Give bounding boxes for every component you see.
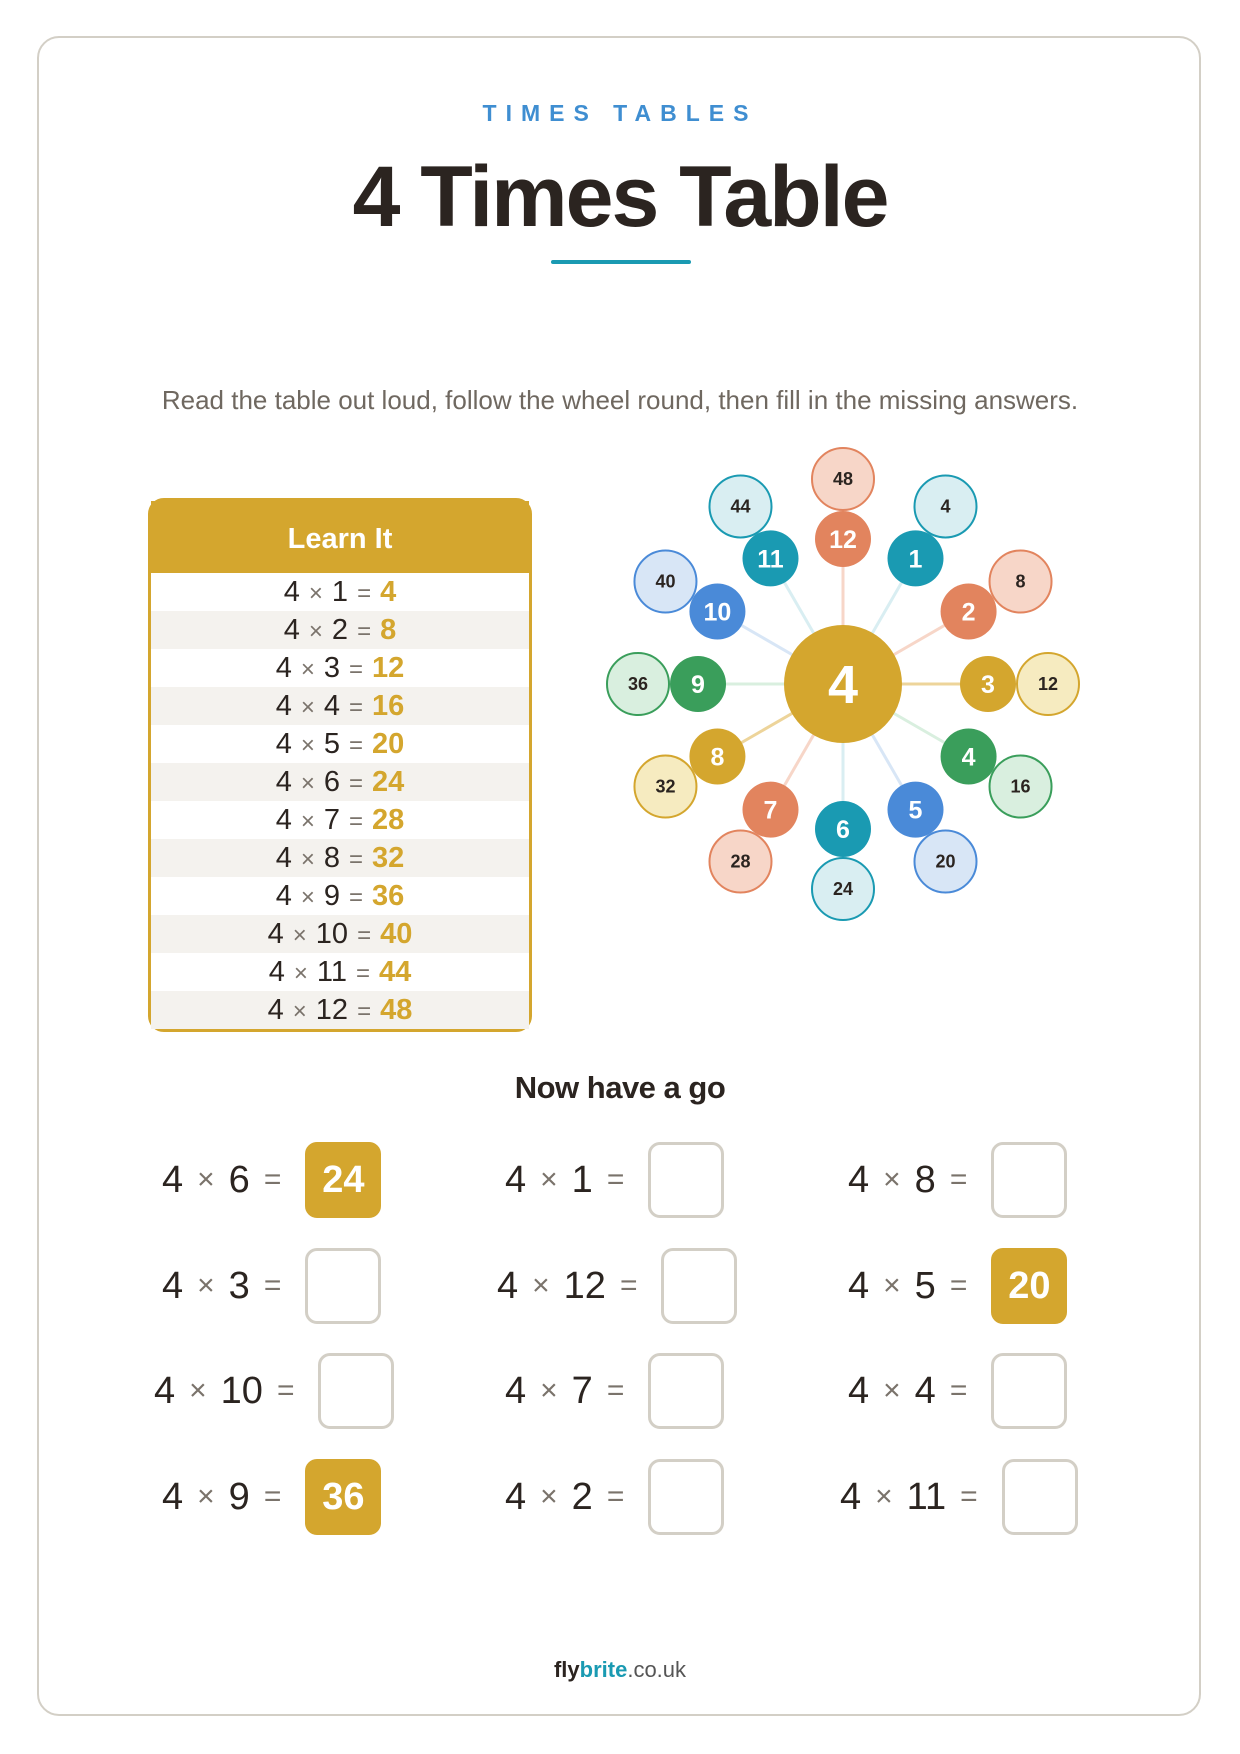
times-wheel: [590, 469, 1090, 1010]
question-equals-sign: =: [619, 1269, 638, 1302]
wheel-center-label: 4: [827, 655, 859, 715]
learn-row: [151, 611, 529, 649]
question-equals-sign: =: [949, 1163, 968, 1196]
title-underline: [551, 260, 691, 264]
question-multiplier: 4: [914, 1369, 936, 1412]
footer-brand-domain: .co.uk: [627, 1657, 687, 1682]
learn-it-heading: Learn It: [151, 501, 529, 573]
question-multiplicand: 4: [162, 1158, 184, 1201]
answer-box-filled: 24: [305, 1142, 381, 1218]
answer-box-filled: 20: [991, 1248, 1067, 1324]
page-title: 4 Times Table: [352, 149, 888, 245]
wheel-product-label: 44: [730, 496, 751, 517]
wheel-multiplier-label: 5: [908, 796, 923, 825]
question-times-sign: ×: [883, 1163, 901, 1196]
learn-row-equals-sign: =: [355, 960, 370, 987]
wheel-multiplier-label: 2: [961, 598, 976, 627]
learn-row-multiplier: 8: [323, 842, 340, 874]
footer-brand-brite: brite: [579, 1657, 628, 1682]
practice-heading: Now have a go: [514, 1070, 726, 1105]
question-equals-sign: =: [276, 1374, 295, 1407]
question-times-sign: ×: [540, 1374, 558, 1407]
practice-question: [154, 1352, 394, 1430]
learn-row-multiplier: 1: [331, 576, 349, 608]
question-equals-sign: =: [960, 1480, 978, 1513]
learn-row-equals-sign: =: [349, 808, 364, 835]
question-multiplicand: 4: [497, 1264, 519, 1307]
question-times-sign: ×: [197, 1480, 215, 1513]
learn-row-times-sign: ×: [293, 960, 308, 987]
practice-question: [162, 1141, 381, 1219]
wheel-group: [607, 448, 1079, 920]
wheel-multiplier-label: 12: [829, 526, 857, 554]
learn-row-equals-sign: =: [357, 922, 372, 949]
question-times-sign: ×: [883, 1374, 901, 1407]
learn-row-multiplier: 11: [316, 956, 347, 988]
learn-row-multiplicand: 4: [268, 956, 285, 988]
learn-row-times-sign: ×: [308, 618, 323, 645]
question-multiplier: 2: [571, 1475, 593, 1518]
learn-row-answer: 12: [372, 652, 405, 684]
learn-row-answer: 32: [372, 842, 405, 874]
learn-row-multiplier: 10: [315, 918, 349, 950]
question-times-sign: ×: [189, 1374, 207, 1407]
practice-question: [505, 1141, 724, 1219]
question-multiplicand: 4: [505, 1369, 527, 1412]
learn-row-times-sign: ×: [308, 580, 323, 607]
practice-question: [505, 1352, 724, 1430]
wheel-product-label: 12: [1037, 674, 1059, 694]
learn-row-answer: 40: [380, 918, 413, 950]
learn-row-equals-sign: =: [349, 732, 364, 759]
learn-row: [151, 687, 529, 725]
question-equals-sign: =: [949, 1269, 968, 1302]
question-multiplicand: 4: [154, 1369, 176, 1412]
learn-row-answer: 36: [372, 880, 405, 912]
learn-row: [151, 839, 529, 877]
question-multiplier: 1: [571, 1158, 593, 1201]
practice-question: [505, 1458, 724, 1536]
practice-question: [162, 1458, 381, 1536]
learn-row-multiplier: 12: [315, 994, 349, 1026]
question-times-sign: ×: [875, 1480, 893, 1513]
question-multiplier: 7: [571, 1369, 593, 1412]
learn-row-equals-sign: =: [357, 618, 372, 645]
learn-row-times-sign: ×: [300, 732, 315, 759]
wheel-product-label: 28: [730, 851, 751, 872]
question-times-sign: ×: [540, 1163, 558, 1196]
learn-row-multiplier: 2: [331, 614, 349, 646]
learn-row-multiplicand: 4: [275, 652, 292, 684]
learn-row-answer: 44: [379, 956, 412, 988]
learn-row-times-sign: ×: [300, 846, 315, 873]
question-multiplier: 10: [220, 1369, 263, 1412]
learn-row: [151, 573, 529, 611]
learn-row-answer: 28: [372, 804, 405, 836]
learn-row-equals-sign: =: [349, 884, 364, 911]
wheel-multiplier-label: 3: [981, 671, 995, 699]
learn-row-multiplier: 5: [323, 728, 340, 760]
question-multiplier: 12: [563, 1264, 606, 1307]
question-equals-sign: =: [606, 1480, 625, 1513]
question-multiplier: 6: [228, 1158, 250, 1201]
answer-box-empty[interactable]: [648, 1459, 724, 1535]
answer-box-filled: 36: [305, 1459, 381, 1535]
learn-row: [151, 953, 529, 991]
learn-row-answer: 48: [380, 994, 413, 1026]
learn-row-answer: 16: [372, 690, 405, 722]
wheel-product-label: 48: [832, 469, 854, 489]
question-equals-sign: =: [263, 1480, 282, 1513]
learn-row-multiplier: 7: [323, 804, 340, 836]
answer-box-empty[interactable]: [648, 1353, 724, 1429]
wheel-multiplier-label: 10: [703, 598, 732, 627]
learn-row-answer: 20: [372, 728, 405, 760]
question-times-sign: ×: [532, 1269, 550, 1302]
question-multiplier: 5: [914, 1264, 936, 1307]
wheel-multiplier-label: 8: [710, 743, 725, 772]
answer-box-empty[interactable]: [1002, 1459, 1078, 1535]
question-times-sign: ×: [197, 1269, 215, 1302]
answer-box-empty[interactable]: [661, 1248, 737, 1324]
learn-row-multiplicand: 4: [275, 804, 292, 836]
answer-box-empty[interactable]: [991, 1353, 1067, 1429]
learn-row-equals-sign: =: [357, 998, 372, 1025]
answer-box-empty[interactable]: [991, 1142, 1067, 1218]
practice-question: [848, 1352, 1067, 1430]
answer-box-empty[interactable]: [305, 1248, 381, 1324]
wheel-multiplier-label: 11: [757, 545, 784, 574]
answer-box-empty[interactable]: [648, 1142, 724, 1218]
eyebrow-label: TIMES TABLES: [482, 100, 758, 126]
practice-question: [497, 1247, 737, 1325]
learn-row-times-sign: ×: [300, 770, 315, 797]
question-times-sign: ×: [197, 1163, 215, 1196]
learn-row-multiplicand: 4: [275, 842, 292, 874]
question-times-sign: ×: [540, 1480, 558, 1513]
learn-row-multiplicand: 4: [283, 576, 300, 608]
answer-box-empty[interactable]: [318, 1353, 394, 1429]
learn-row-multiplier: 4: [323, 690, 340, 722]
wheel-product-label: 20: [935, 851, 956, 872]
learn-row-times-sign: ×: [300, 884, 315, 911]
intro-text: Read the table out loud, follow the wheel round, then fill in the missing answers.: [161, 385, 1079, 415]
wheel-multiplier-label: 1: [908, 545, 923, 574]
footer-brand: [0, 1657, 1240, 1683]
learn-row-multiplier: 3: [323, 652, 340, 684]
wheel-multiplier-label: 9: [691, 671, 705, 699]
wheel-product-label: 16: [1010, 776, 1031, 797]
question-multiplicand: 4: [505, 1158, 527, 1201]
question-multiplicand: 4: [848, 1158, 870, 1201]
question-multiplicand: 4: [505, 1475, 527, 1518]
learn-it-panel: [148, 498, 532, 1032]
learn-row-multiplicand: 4: [275, 880, 292, 912]
learn-row-multiplicand: 4: [283, 614, 300, 646]
question-multiplier: 11: [906, 1475, 947, 1518]
question-multiplicand: 4: [840, 1475, 862, 1518]
learn-row-multiplicand: 4: [267, 918, 284, 950]
learn-row-times-sign: ×: [300, 694, 315, 721]
learn-row-times-sign: ×: [300, 656, 315, 683]
question-times-sign: ×: [883, 1269, 901, 1302]
wheel-multiplier-label: 6: [836, 816, 850, 844]
practice-question: [848, 1247, 1067, 1325]
question-equals-sign: =: [263, 1163, 282, 1196]
question-equals-sign: =: [606, 1163, 625, 1196]
learn-row-multiplier: 9: [323, 880, 340, 912]
wheel-product-label: 8: [1015, 571, 1026, 592]
learn-row-multiplier: 6: [323, 766, 340, 798]
learn-row-times-sign: ×: [300, 808, 315, 835]
practice-question: [848, 1141, 1067, 1219]
learn-row-equals-sign: =: [357, 580, 372, 607]
learn-it-rows: [151, 573, 529, 1029]
learn-row-multiplicand: 4: [275, 766, 292, 798]
learn-row: [151, 649, 529, 687]
wheel-product-label: 32: [655, 776, 676, 797]
question-multiplier: 8: [914, 1158, 936, 1201]
learn-row-equals-sign: =: [349, 770, 364, 797]
wheel-product-label: 4: [940, 496, 951, 517]
learn-row-times-sign: ×: [292, 922, 307, 949]
learn-row-times-sign: ×: [292, 998, 307, 1025]
practice-question: [840, 1458, 1078, 1536]
wheel-product-label: 36: [627, 674, 649, 694]
question-equals-sign: =: [263, 1269, 282, 1302]
footer-brand-fly: fly: [553, 1657, 580, 1682]
learn-row-multiplicand: 4: [275, 728, 292, 760]
question-multiplicand: 4: [848, 1264, 870, 1307]
learn-row-answer: 8: [380, 614, 397, 646]
question-multiplicand: 4: [848, 1369, 870, 1412]
learn-row: [151, 801, 529, 839]
practice-question: [162, 1247, 381, 1325]
question-equals-sign: =: [606, 1374, 625, 1407]
learn-row: [151, 915, 529, 953]
wheel-product-label: 40: [655, 571, 676, 592]
wheel-multiplier-label: 4: [961, 743, 976, 772]
learn-row-equals-sign: =: [349, 846, 364, 873]
question-equals-sign: =: [949, 1374, 968, 1407]
learn-row: [151, 725, 529, 763]
learn-row: [151, 763, 529, 801]
learn-row-equals-sign: =: [349, 694, 364, 721]
wheel-product-label: 24: [832, 879, 854, 899]
question-multiplicand: 4: [162, 1475, 184, 1518]
learn-row-multiplicand: 4: [267, 994, 284, 1026]
learn-row: [151, 991, 529, 1029]
learn-row-multiplicand: 4: [275, 690, 292, 722]
question-multiplier: 3: [228, 1264, 250, 1307]
learn-row: [151, 877, 529, 915]
question-multiplier: 9: [228, 1475, 250, 1518]
learn-row-answer: 4: [380, 576, 397, 608]
wheel-multiplier-label: 7: [763, 796, 778, 825]
learn-row-answer: 24: [372, 766, 405, 798]
learn-row-equals-sign: =: [349, 656, 364, 683]
question-multiplicand: 4: [162, 1264, 184, 1307]
